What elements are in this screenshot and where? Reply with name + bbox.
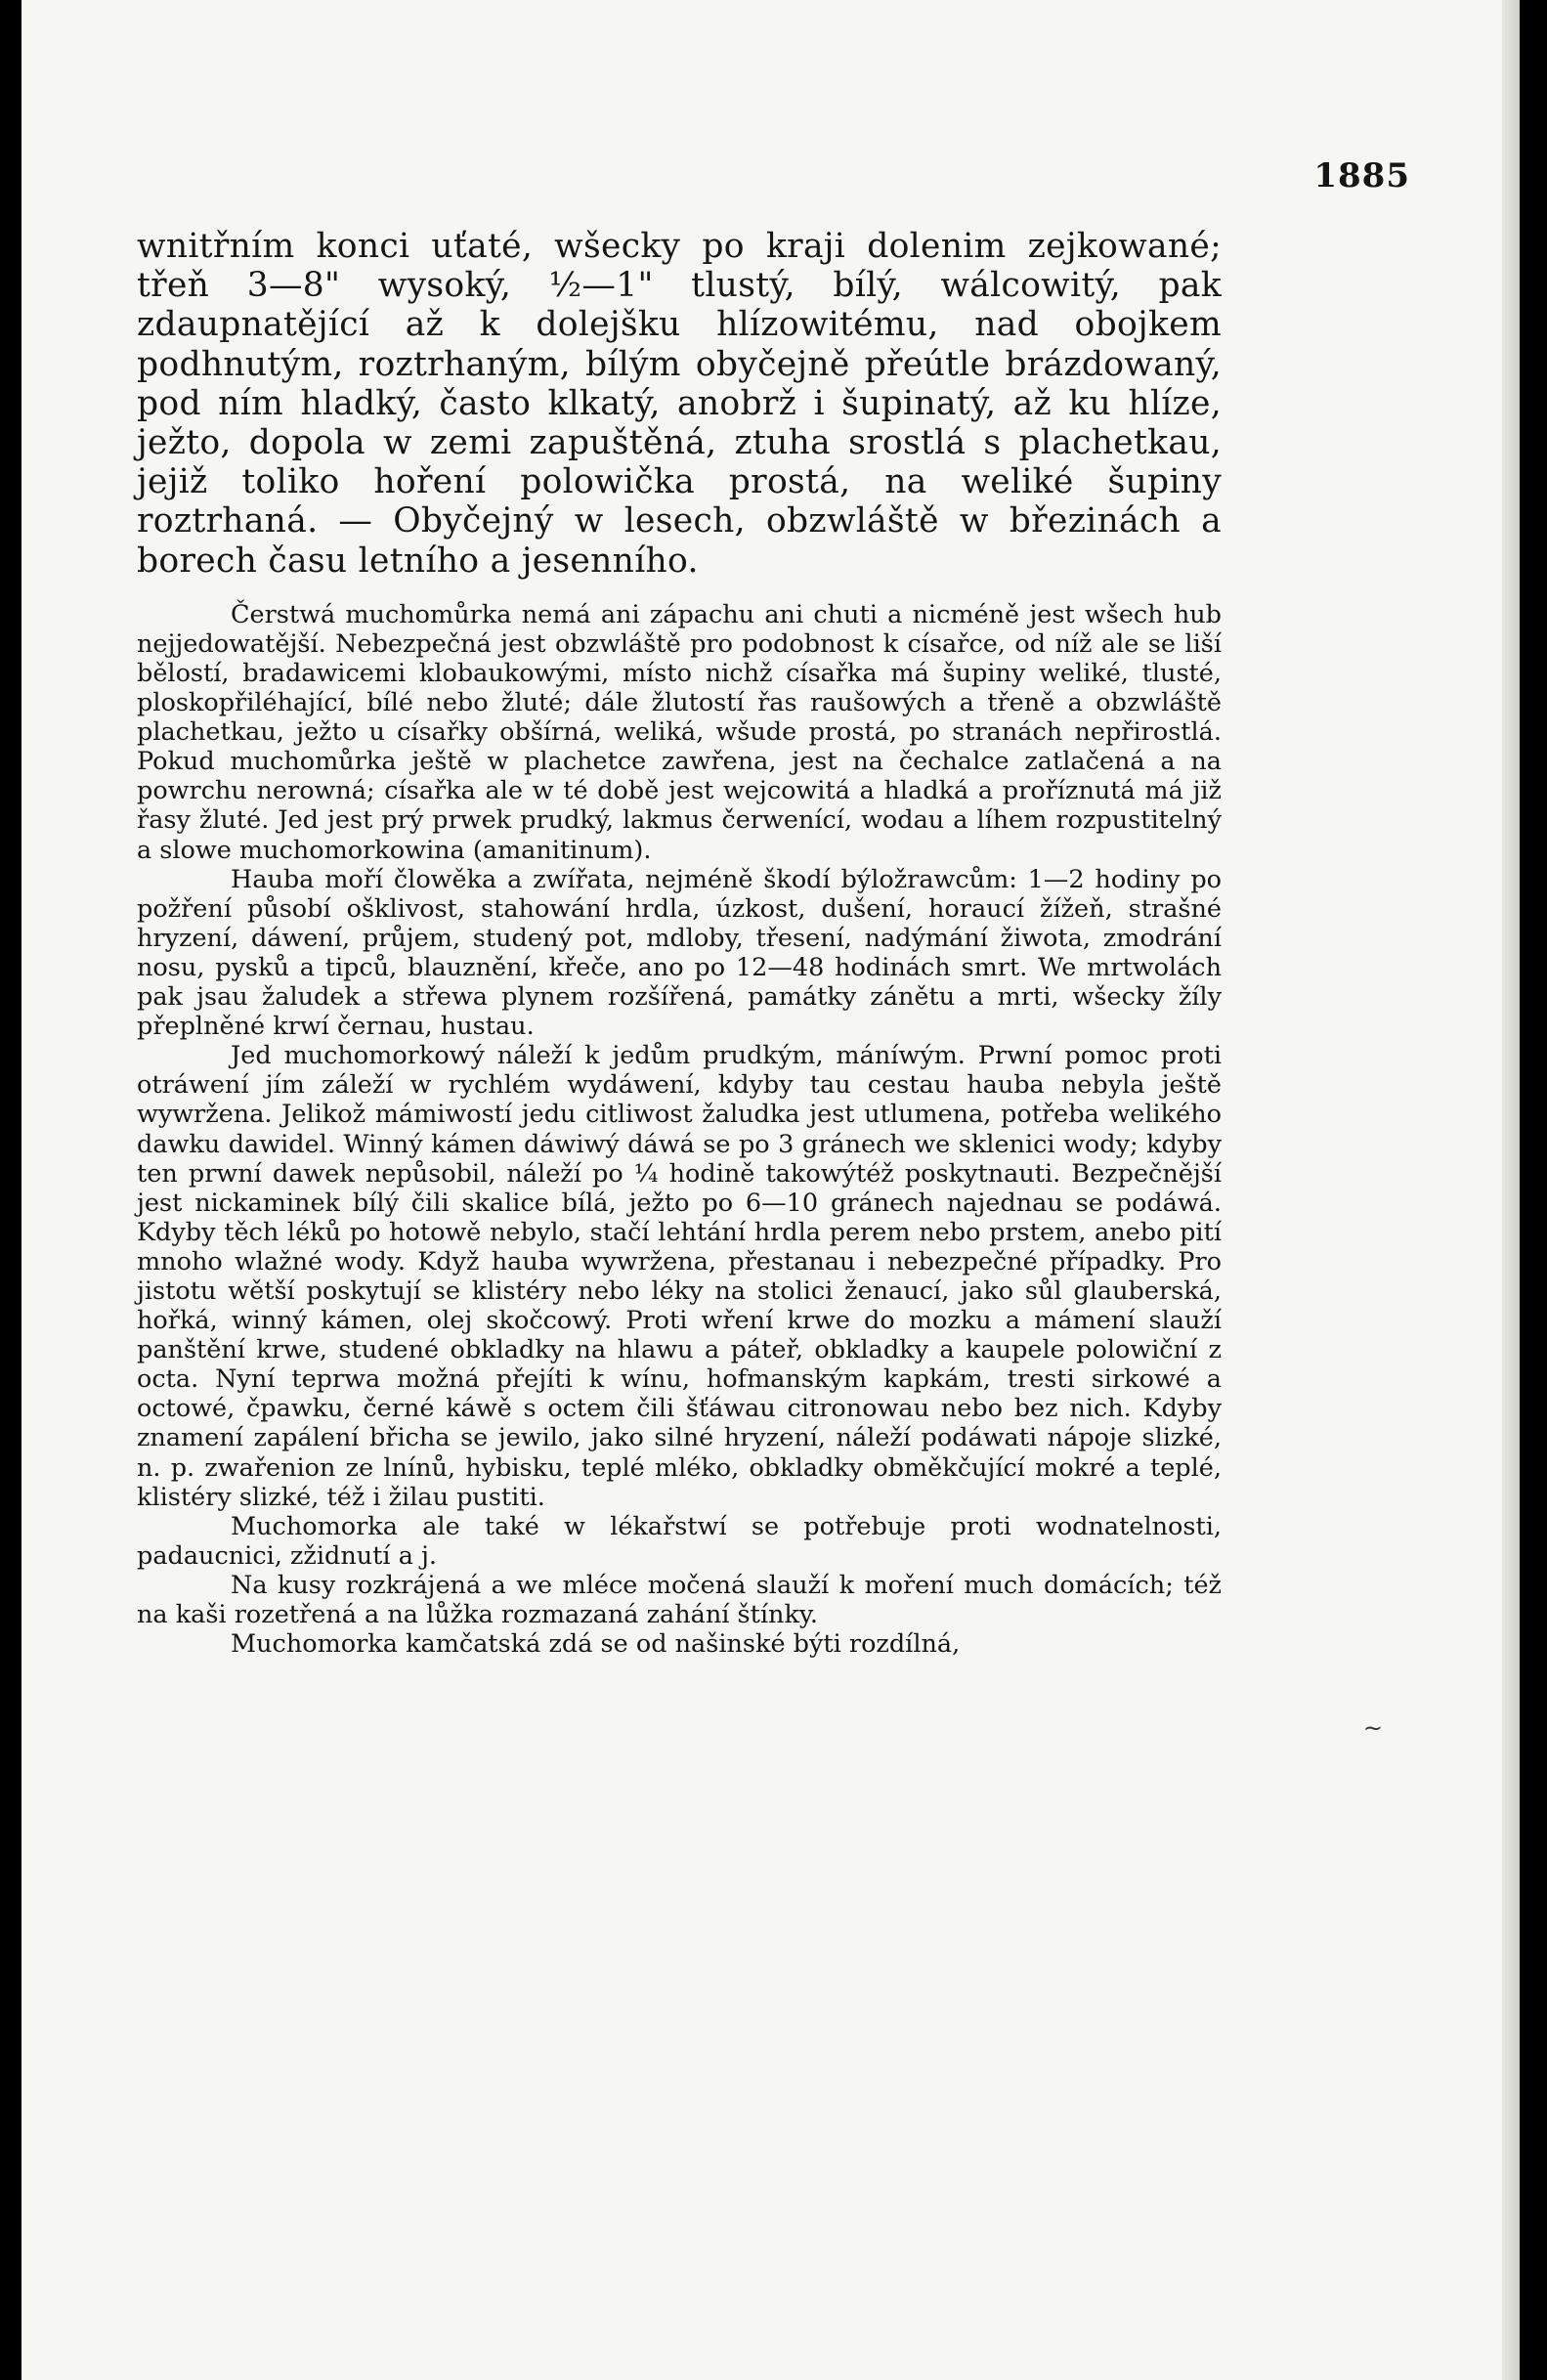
- book-page: [21, 0, 1520, 2380]
- notes-block: [137, 600, 1222, 1659]
- paragraph-fresh-mushroom: Čerstwá muchomůrka nemá ani zápachu ani chuti a nicméně jest wšech hub nejjedowatější. Nebezpečná jest obzwláště pro podobnost k císařce, od níž ale se liší bělostí, bradawicemi klobaukowými, místo nichž císařka má šupiny weliké, tlusté, ploskopřiléhající, bílé nebo žluté; dále žlutostí řas raušowých a třeně a obzwláště plachetkau, ježto u císařky obšírná, weliká, wšude prostá, po stranách nepřirostlá. Pokud muchomůrka ještě w plachetce zawřena, jest na čechalce zatlačená a na powrchu nerowná; císařka ale w té době jest wejcowitá a hladká a proříznutá má již řasy žluté. Jed jest prý prwek prudký, lakmus čerwenící, wodau a líhem rozpustitelný a slowe muchomorkowina (amanitinum).: [137, 599, 1222, 865]
- paragraph-treatment: Jed muchomorkowý náleží k jedům prudkým, máníwým. Prwní pomoc proti otráwení jím záleží w rychlém wydáwení, kdyby tau cestau hauba nebyla ještě wywržena. Jelikož mámiwostí jedu citliwost žaludka jest utlumena, potřeba welikého dawku dawidel. Winný kámen dáwiwý dáwá se po 3 gránech we sklenici wody; kdyby ten prwní dawek nepůsobil, náleží po ¼ hodině takowýtéž poskytnauti. Bezpečnější jest nickaminek bílý čili skalice bílá, ježto po 6—10 gránech najednau se podáwá. Kdyby těch léků po hotowě nebylo, stačí lehtání hrdla perem nebo prstem, anebo pití mnoho wlažné wody. Když hauba wywržena, přestanau i nebezpečné případky. Pro jistotu wětší poskytují se klistéry nebo léky na stolici ženaucí, jako sůl glauberská, hořká, winný kámen, olej skočcowý. Proti wření krwe do mozku a mámení slauží panštění krwe, studené obkladky na hlawu a páteř, obkladky a kaupele polowiční z octa. Nyní teprwa možná přejíti k wínu, hofmanským kapkám, tresti sirkowé a octowé, čpawku, černé káwě s octem čili šťáwau citronowau nebo bez nich. Kdyby znamení zapálení břicha se jewilo, jako silné hryzení, náleží podáwati nápoje slizké, n. p. zwařenion ze lnínů, hybisku, teplé mléko, obkladky obměkčující mokré a teplé, klistéry slizké, též i žilau pustiti.: [137, 1041, 1222, 1512]
- paragraph-poisoning-symptoms: Hauba moří člowěka a zwířata, nejméně škodí býložrawcům: 1—2 hodiny po požření působí ošklivost, stahowání hrdla, úzkost, dušení, horaucí žížeň, strašné hryzení, dáwení, průjem, studený pot, mdloby, třesení, nadýmání žiwota, zmodrání nosu, pysků a tipců, blauznění, křeče, ano po 12—48 hodinách smrt. We mrtwolách pak jsau žaludek a střewa plynem rozšířená, památky zánětu a mrti, wšecky žíly přeplněné krwí černau, hustau.: [137, 864, 1222, 1042]
- margin-mark: ~: [1362, 1714, 1383, 1742]
- paragraph-household-use: Na kusy rozkrájená a we mléce močená slauží k moření much domácích; též na kaši rozetřená a na lůžka rozmazaná zahání štínky.: [137, 1570, 1222, 1630]
- page-number: 1885: [1313, 156, 1410, 195]
- page-edge-shadow: [1502, 0, 1520, 2380]
- paragraph-description: wnitřním konci uťaté, wšecky po kraji dolenim zejkowané; třeň 3—8" wysoký, ½—1" tlustý, bílý, wálcowitý, pak zdaupnatějící až k dolejšku hlízowitému, nad obojkem podhnutým, roztrhaným, bílým obyčejně přeútle brázdowaný, pod ním hladký, často klkatý, anobrž i šupinatý, až ku hlíze, ježto, dopola w zemi zapuštěná, ztuha srostlá s plachetkau, jejiž toliko hoření polowička prostá, na weliké šupiny roztrhaná. — Obyčejný w lesech, obzwláště w březinách a borech času letního a jesenního.: [137, 227, 1222, 581]
- paragraph-medical-use: Muchomorka ale také w lékařstwí se potřebuje proti wodnatelnosti, padaucnici, zžidnutí a j.: [137, 1511, 1222, 1571]
- description-block: [137, 227, 1222, 581]
- paragraph-kamchatka: Muchomorka kamčatská zdá se od našinské býti rozdílná,: [231, 1629, 961, 1660]
- text-column: [137, 227, 1222, 1659]
